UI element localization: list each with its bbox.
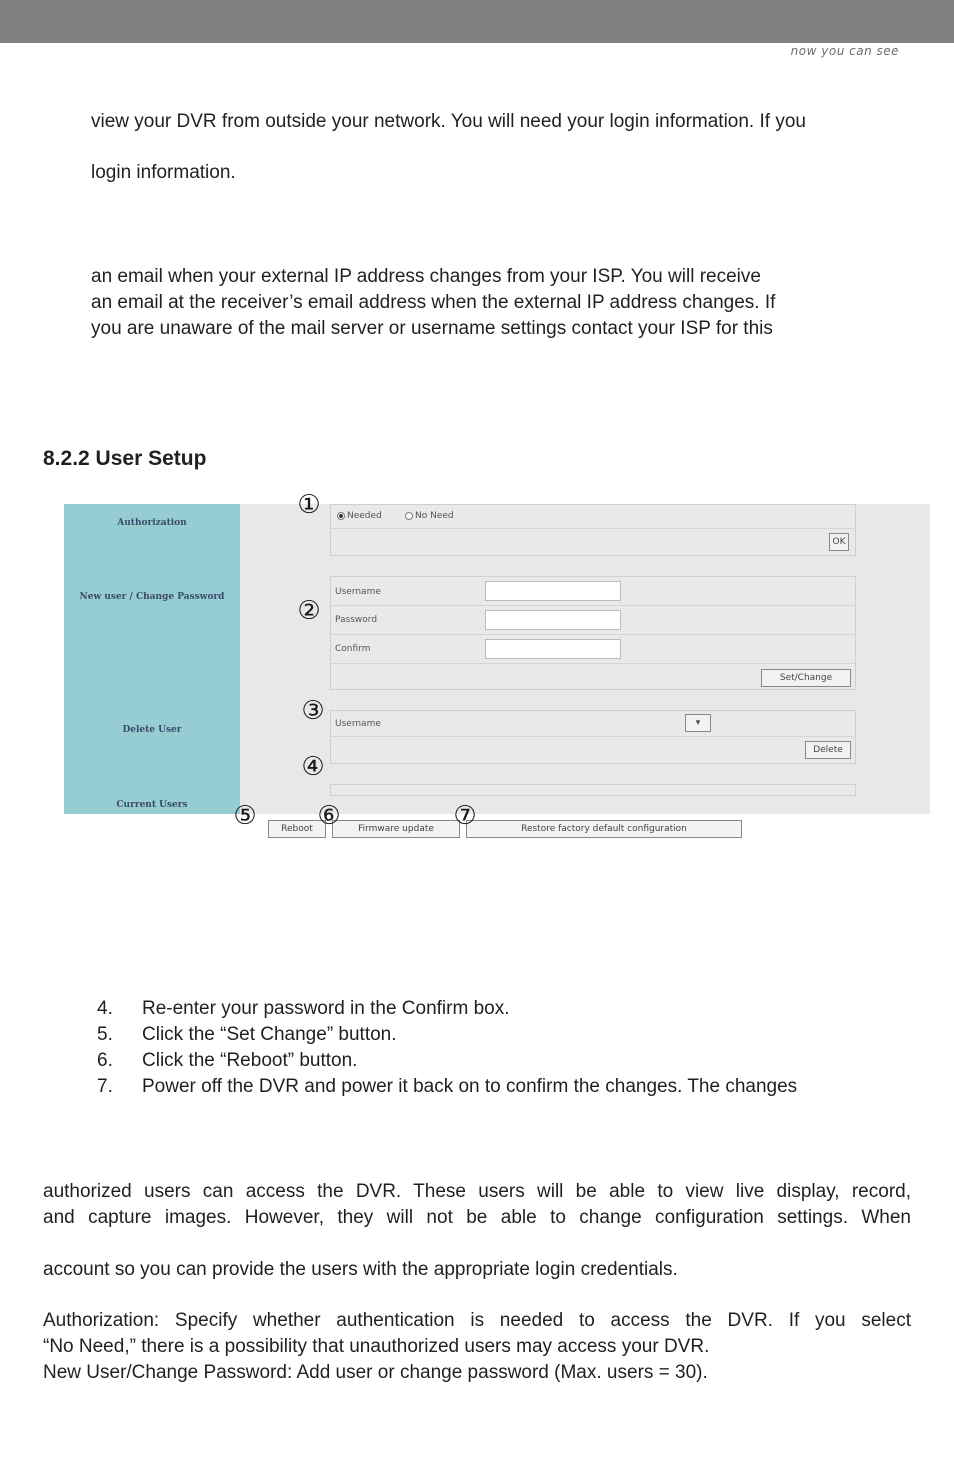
paragraph-line: login information. — [91, 162, 236, 183]
callout-2: ② — [297, 596, 321, 626]
radio-no-need[interactable]: No Need — [405, 511, 454, 521]
callout-4: ④ — [301, 752, 325, 782]
confirm-label: Confirm — [335, 644, 371, 654]
ok-button[interactable]: OK — [829, 533, 849, 551]
chevron-down-icon: ▾ — [695, 718, 701, 728]
paragraph-line: an email at the receiver’s email address when the external IP address changes. If — [91, 292, 776, 313]
body-line: account so you can provide the users with the appropriate login credentials. — [43, 1259, 678, 1280]
callout-3: ③ — [301, 696, 325, 726]
password-label: Password — [335, 615, 378, 625]
step-number: 6. — [97, 1050, 113, 1071]
step-text: Re-enter your password in the Confirm box. — [142, 998, 510, 1019]
settings-sidebar — [64, 504, 240, 814]
body-line: New User/Change Password: Add user or change password (Max. users = 30). — [43, 1362, 708, 1383]
body-line: and capture images. However, they will not be able to change configuration settings. When — [43, 1207, 911, 1228]
step-number: 4. — [97, 998, 113, 1019]
radio-needed[interactable]: Needed — [337, 511, 382, 521]
paragraph-line: you are unaware of the mail server or username settings contact your ISP for this — [91, 318, 773, 339]
set-change-button[interactable]: Set/Change — [761, 669, 851, 687]
current-users-box — [330, 784, 856, 796]
username-input[interactable] — [485, 581, 621, 601]
callout-1: ① — [297, 490, 321, 520]
username-dropdown[interactable] — [685, 714, 711, 732]
reboot-button[interactable]: Reboot — [268, 820, 326, 838]
delete-username-label: Username — [335, 719, 381, 729]
top-bar — [0, 0, 954, 43]
paragraph-line: an email when your external IP address changes from your ISP. You will receive — [91, 266, 761, 287]
delete-button[interactable]: Delete — [805, 741, 851, 759]
username-label: Username — [335, 587, 381, 597]
sidebar-label-delete-user: Delete User — [122, 725, 182, 735]
step-number: 7. — [97, 1076, 113, 1097]
confirm-input[interactable] — [485, 639, 621, 659]
step-text: Click the “Reboot” button. — [142, 1050, 358, 1071]
paragraph-line: view your DVR from outside your network. You will need your login information. If you — [91, 111, 806, 132]
brand-tagline: now you can see — [790, 44, 899, 58]
step-text: Click the “Set Change” button. — [142, 1024, 397, 1045]
sidebar-label-new-user: New user / Change Password — [79, 592, 225, 602]
body-line: “No Need,” there is a possibility that unauthorized users may access your DVR. — [43, 1336, 710, 1357]
sidebar-label-authorization: Authorization — [117, 518, 187, 528]
step-number: 5. — [97, 1024, 113, 1045]
authorization-box — [330, 504, 856, 556]
password-input[interactable] — [485, 610, 621, 630]
body-line: Authorization: Specify whether authentication is needed to access the DVR. If you select — [43, 1310, 911, 1331]
restore-defaults-button[interactable]: Restore factory default configuration — [466, 820, 742, 838]
delete-user-box — [330, 710, 856, 764]
user-setup-screenshot — [64, 490, 934, 842]
step-text: Power off the DVR and power it back on to confirm the changes. The changes — [142, 1076, 798, 1097]
callout-7: ⑦ — [453, 801, 477, 831]
firmware-update-button[interactable]: Firmware update — [332, 820, 460, 838]
sidebar-label-current-users: Current Users — [116, 800, 188, 810]
callout-5: ⑤ — [233, 801, 257, 831]
new-user-box — [330, 576, 856, 690]
body-line: authorized users can access the DVR. These users will be able to view live display, record, — [43, 1181, 911, 1202]
callout-6: ⑥ — [317, 801, 341, 831]
section-heading: 8.2.2 User Setup — [43, 447, 207, 470]
